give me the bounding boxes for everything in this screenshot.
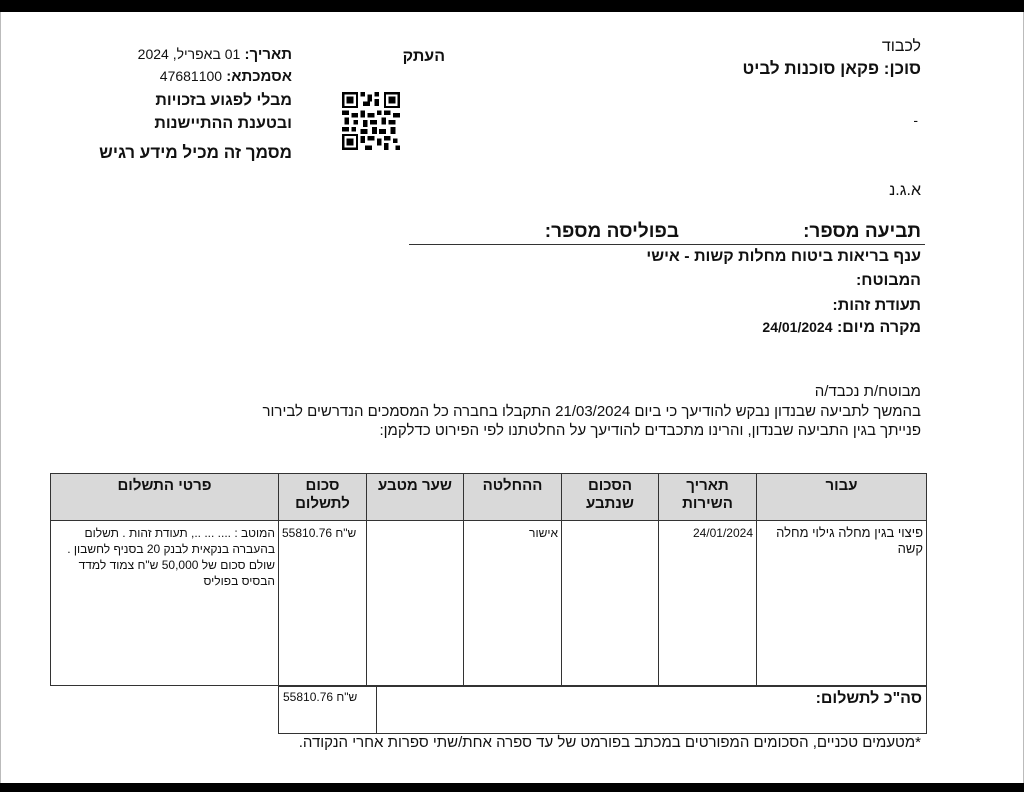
cell-payment-details: המוטב : .... ... .., תעודת זהות . תשלום בהעברה בנקאית לבנק 20 בסניף לחשבון . שולם סכום של 50,000 ש"ח צמוד למדד הבסיס בפוליס: [51, 521, 279, 686]
body-line-2: פנייתך בגין התביעה שבנדון, והרינו מתכבדים להודיעך על החלטתנו לפי הפירוט כדלקמן:: [379, 422, 921, 439]
column-header-payment-details: פרטי התשלום: [51, 474, 279, 521]
totals-row: [279, 687, 927, 734]
claim-number-label: תביעה מספר:: [803, 221, 921, 242]
event-label: מקרה מיום:: [836, 319, 921, 336]
totals-table: [278, 686, 927, 734]
disclaimer-line-1: מבלי לפגוע בזכויות: [155, 92, 292, 109]
insured-label: המבוטח:: [855, 272, 921, 289]
letter-page: [0, 12, 1024, 783]
cell-for: פיצוי בגין מחלה גילוי מחלה קשה: [757, 521, 927, 686]
agent-name: סוכן: פקאן סוכנות לביט: [742, 59, 921, 78]
id-label: תעודת זהות:: [832, 297, 921, 314]
sensitive-notice: מסמך זה מכיל מידע רגיש: [99, 143, 292, 162]
footnote: *מטעמים טכניים, הסכומים המפורטים במכתב בפורמט של עד ספרה אחת/שתי ספרות אחרי הנקודה.: [298, 734, 921, 751]
body-line-1: בהמשך לתביעה שבנדון נבקש להודיעך כי ביום 21/03/2024 התקבלו בחברה כל המסמכים הנדרשים לבירור: [262, 403, 921, 420]
cell-exchange-rate: [367, 521, 464, 686]
disclaimer-line-2: ובטענת ההתיישנות: [154, 115, 292, 132]
claims-table: [50, 473, 927, 686]
copy-label: העתק: [402, 48, 445, 65]
insurance-branch: ענף בריאות ביטוח מחלות קשות - אישי: [646, 248, 921, 265]
reference-line: [160, 68, 292, 85]
column-header-amount-to-pay: סכום לתשלום: [279, 474, 367, 521]
table-row: [51, 521, 927, 686]
cell-claimed-amount: [562, 521, 659, 686]
total-amount: 55810.76 ש"ח: [279, 687, 377, 734]
table-header-row: [51, 474, 927, 521]
divider-line: [409, 244, 925, 245]
greeting-abbreviation: א.ג.נ: [889, 182, 921, 199]
cell-service-date: 24/01/2024: [659, 521, 757, 686]
date-label: תאריך:: [244, 46, 292, 63]
reference-value: 47681100: [159, 68, 223, 84]
cell-amount-to-pay: 55810.76 ש"ח: [279, 521, 367, 686]
salutation: מבוטח/ת נכבד/ה: [814, 383, 921, 400]
column-header-claimed-amount: הסכום שנתבע: [562, 474, 659, 521]
column-header-decision: ההחלטה: [464, 474, 562, 521]
date-value: 01 באפריל, 2024: [137, 46, 241, 62]
policy-number-label: בפוליסה מספר:: [544, 221, 679, 242]
column-header-for: עבור: [757, 474, 927, 521]
recipient-to-label: לכבוד: [881, 38, 921, 55]
recipient-dash: -: [913, 112, 918, 128]
cell-decision: אישור: [464, 521, 562, 686]
event-date-line: [762, 319, 921, 337]
column-header-exchange-rate: שער מטבע: [367, 474, 464, 521]
event-date: 24/01/2024: [762, 319, 833, 335]
column-header-service-date: תאריך השירות: [659, 474, 757, 521]
total-label: סה"כ לתשלום:: [377, 687, 927, 734]
qr-code-icon: [342, 92, 400, 150]
date-line: [138, 46, 292, 63]
reference-label: אסמכתא:: [226, 68, 292, 85]
